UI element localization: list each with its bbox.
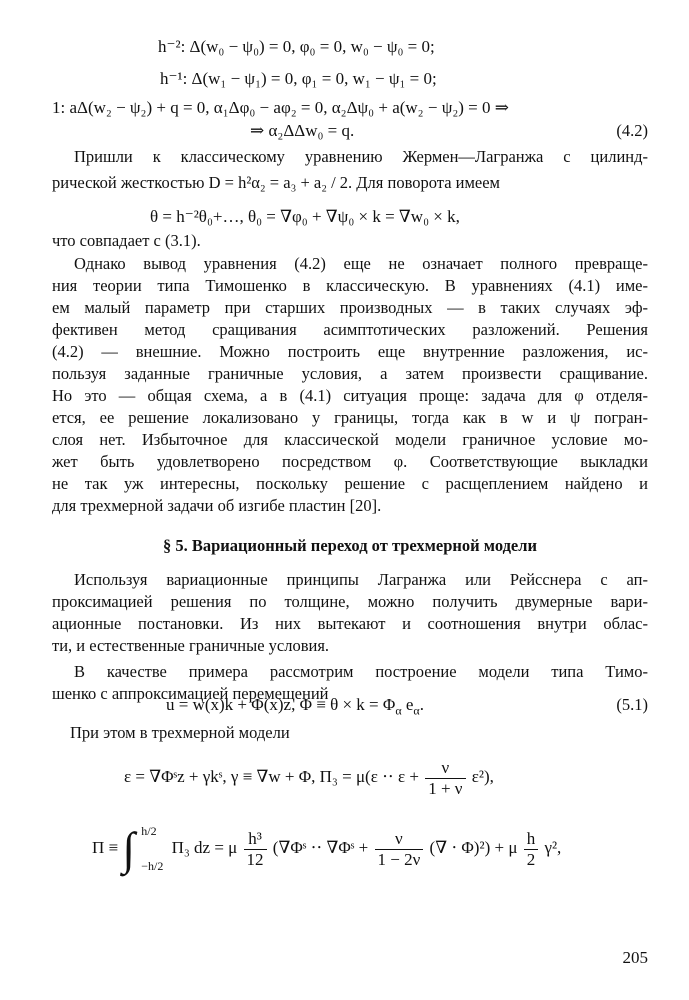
fraction-nu-over-1-plus-nu [425,758,465,799]
para3-line: Используя вариационные принципы Лагранжа или Рейсснера с ап- [74,570,648,589]
para2-line: фективен метод сращивания асимптотических разложений. Решения [52,320,648,339]
equation-rotation: θ = h⁻²θ₀+…, θ₀ = ∇φ₀ + ∇ψ₀ × k = ∇w₀ × k, [150,207,460,226]
equation-energy-integral [92,825,561,873]
equation-germain-result: ⇒ α₂ΔΔw₀ = q. [250,121,355,140]
fraction-nu-over-1-minus-2nu [375,829,424,870]
equation-energy-mid: (∇Φˢ ⋅⋅ ∇Φˢ + [272,837,369,857]
integral-lower-limit: −h/2 [141,859,164,873]
integral-upper-limit: h/2 [141,824,157,838]
equation-strain-right: ε²), [471,767,494,786]
para2-line: Но это — общая схема, а в (4.1) ситуация проще: задача для φ отделя- [52,386,648,405]
fraction-denominator: 1 + ν [428,778,463,798]
equation-strain [124,757,494,799]
fraction-h3-over-12 [244,829,267,870]
equation-order-1: 1: aΔ(w₂ − ψ₂) + q = 0, α₁Δφ₀ − aφ₂ = 0, α₂Δψ₀ + a(w₂ − ψ₂) = 0 ⇒ [52,98,509,117]
para2-line: ния теории типа Тимошенко в классическую. В уравнениях (4.1) име- [52,276,648,295]
para2-line: жет быть удовлетворено посредством φ. Соответствующие выкладки [52,452,648,471]
para2-line: пользуя заданные граничные условия, а затем произвести сращивание. [52,364,648,383]
fraction-numerator: ν [425,758,465,779]
equation-energy-tail: (∇ ⋅ Φ)²) + μ [429,837,518,857]
equation-displacement [166,694,424,721]
para1-line1: Пришли к классическому уравнению Жермен—Лагранжа с цилинд- [74,147,648,166]
para3-line: ационные постановки. Из них вытекают и соотношения внутри облас- [52,614,648,633]
equation-displacement-basis: e [401,695,414,714]
equation-energy-lhs: Π ≡ [92,837,119,857]
subscript-alpha: α [413,703,420,718]
fraction-numerator: h³ [244,829,267,850]
fraction-denominator: 2 [526,849,536,869]
para4-line3: При этом в трехмерной модели [70,723,290,742]
fraction-h-over-2 [524,829,539,870]
section-heading: § 5. Вариационный переход от трехмерной модели [162,536,538,555]
fraction-denominator: 1 − 2ν [377,849,421,869]
para2-line: ем малый параметр при старших производных — в таких случаях эф- [52,298,648,317]
fraction-numerator: ν [375,829,424,850]
equation-order-h-minus-1: h⁻¹: Δ(w₁ − ψ₁) = 0, φ₁ = 0, w₁ − ψ₁ = 0; [160,69,437,88]
para2-line: не так уж интересны, поскольку решение с расщеплением найдено и [52,474,648,493]
fraction-numerator: h [524,829,539,850]
subscript-alpha: α [395,703,402,718]
para4-line2: шенко с аппроксимацией перемещений [52,684,329,703]
equation-order-h-minus-2: h⁻²: Δ(w₀ − ψ₀) = 0, φ₀ = 0, w₀ − ψ₀ = 0; [158,37,435,56]
integral-limits [141,825,163,873]
equation-energy-end: γ², [544,837,562,857]
para4-line1: В качестве примера рассмотрим построение модели типа Тимо- [74,662,648,681]
equation-number-5-1: (5.1) [616,695,648,714]
fraction-denominator: 12 [246,849,264,869]
equation-displacement-main: u = w(x)k + Φ(x)z, Φ ≡ θ × k = Φ [166,695,396,714]
equation-displacement-tail: . [419,695,424,714]
para1-line2: рической жесткостью D = h²α₂ = a₃ + a₂ / 2. Для поворота имеем [52,173,500,192]
para2-line: Однако вывод уравнения (4.2) еще не означает полного превраще- [74,254,648,273]
equation-energy-body: Π₃ dz = μ [171,837,238,857]
integral-sign: ∫ [122,823,135,874]
page-number: 205 [622,948,648,967]
equation-strain-left: ε = ∇Φˢz + γkˢ, γ ≡ ∇w + Φ, Π₃ = μ(ε ⋅⋅ ε + [124,767,419,786]
para1-line3: что совпадает с (3.1). [52,231,201,250]
para2-line: слоя нет. Избыточное для классической модели граничное условие мо- [52,430,648,449]
para3-line: проксимацией решения по толщине, можно получить двумерные вари- [52,592,648,611]
equation-number-4-2: (4.2) [616,121,648,140]
para2-line: (4.2) — внешние. Можно построить еще внутренние разложения, ис- [52,342,648,361]
para2-last-line: для трехмерной задачи об изгибе пластин [20]. [52,496,382,515]
para3-last-line: ти, и естественные граничные условия. [52,636,330,655]
para2-line: ется, ее решение локализовано у границы, тогда как в w и ψ погран- [52,408,648,427]
